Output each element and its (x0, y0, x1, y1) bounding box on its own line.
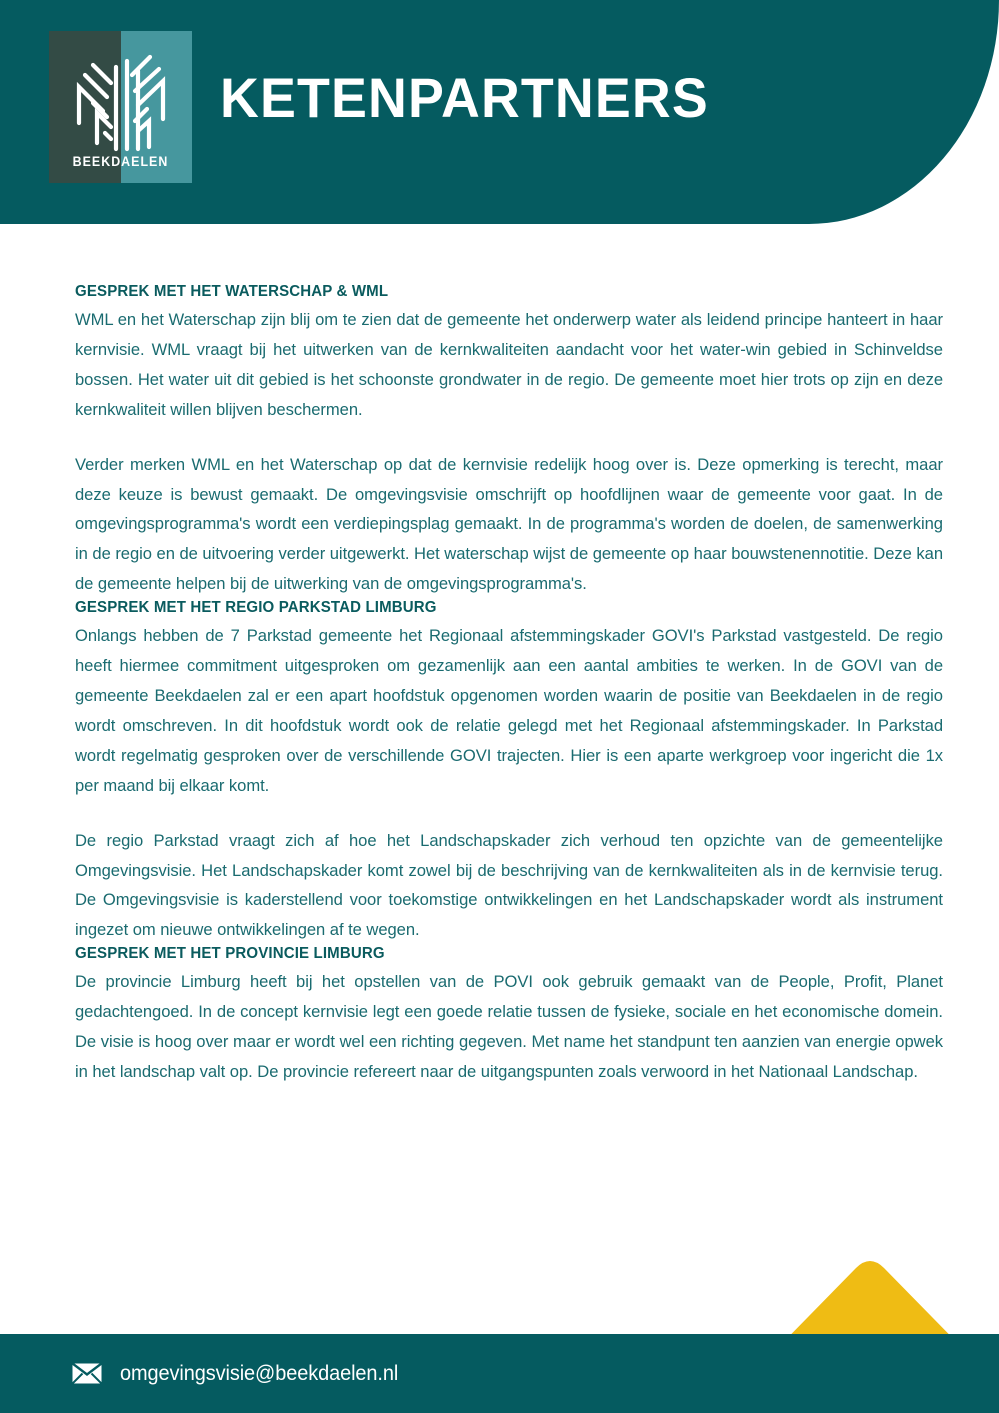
document-body (75, 283, 943, 1087)
section-waterschap-wml (75, 283, 943, 599)
section-heading: GESPREK MET HET REGIO PARKSTAD LIMBURG (75, 599, 437, 617)
paragraph: WML en het Waterschap zijn blij om te zien dat de gemeente het onderwerp water als leidend principe hanteert in haar kernvisie. WML vraagt bij het uitwerken van de kernkwaliteiten aandacht voor het water-win gebied in Schinveldse bossen. Het water uit dit gebied is het schoonste grondwater in de regio. De gemeente moet hier trots op zijn en deze kernkwaliteit willen blijven beschermen. (75, 310, 943, 419)
section-provincie-limburg (75, 945, 943, 1087)
envelope-icon (72, 1363, 102, 1384)
paragraph: Onlangs hebben de 7 Parkstad gemeente het Regionaal afstemmingskader GOVI's Parkstad vastgesteld. De regio heeft hiermee commitment uitgesproken om gezamenlijk aan een aantal ambities te werken. In de GOVI van de gemeente Beekdaelen zal er een apart hoofdstuk opgenomen worden waarin de positie van Beekdaelen in de regio wordt omschreven. In dit hoofdstuk wordt ook de relatie gelegd met het Regionaal afstemmingskader. In Parkstad wordt regelmatig gesproken over de verschillende GOVI trajecten. Hier is een aparte werkgroep voor ingericht die 1x per maand bij elkaar komt. (75, 626, 943, 795)
logo-wordmark: BEEKDAELEN (72, 154, 169, 169)
paragraph: De regio Parkstad vraagt zich af hoe het Landschapskader zich verhoud ten opzichte van de gemeentelijke Omgevingsvisie. Het Landschapskader komt zowel bij de beschrijving van de kernkwaliteiten als in de kernvisie terug. De Omgevingsvisie is kaderstellend voor toekomstige ontwikkelingen en het Landschapskader wordt als instrument ingezet om nieuwe ontwikkelingen af te wegen. (75, 830, 943, 940)
section-regio-parkstad-limburg (75, 599, 943, 945)
section-heading: GESPREK MET HET PROVINCIE LIMBURG (75, 945, 385, 963)
footer-contact (72, 1334, 413, 1413)
page-header (0, 0, 999, 224)
paragraph: Verder merken WML en het Waterschap op dat de kernvisie redelijk hoog over is. Deze opmerking is terecht, maar deze keuze is bewust gemaakt. De omgevingsvisie omschrijft op hoofdlijnen waar de gemeente voor gaat. In de omgevingsprogramma's wordt een verdiepingsplag gemaakt. In de programma's worden de doelen, de samenwerking in de regio en de uitvoering verder uitgewerkt. Het waterschap wijst de gemeente op haar bouwstenennotitie. Deze kan de gemeente helpen bij de uitwerking van de omgevingsprogramma's. (75, 454, 943, 594)
section-heading: GESPREK MET HET WATERSCHAP & WML (75, 283, 389, 300)
footer-email-address[interactable]: omgevingsvisie@beekdaelen.nl (120, 1361, 399, 1385)
beekdaelen-logo (49, 31, 192, 183)
paragraph: De provincie Limburg heeft bij het opstellen van de POVI ook gebruik gemaakt van de People, Profit, Planet gedachtengoed. In de concept kernvisie legt een goede relatie tussen de fysieke, sociale en het economische domein. De visie is hoog over maar er wordt wel een richting gegeven. Met name het standpunt ten aanzien van energie opwek in het landschap valt op. De provincie refereert naar de uitgangspunten zoals verwoord in het Nationaal Landschap. (75, 972, 943, 1081)
page-title: KETENPARTNERS (220, 66, 709, 129)
page-footer (0, 1334, 999, 1413)
